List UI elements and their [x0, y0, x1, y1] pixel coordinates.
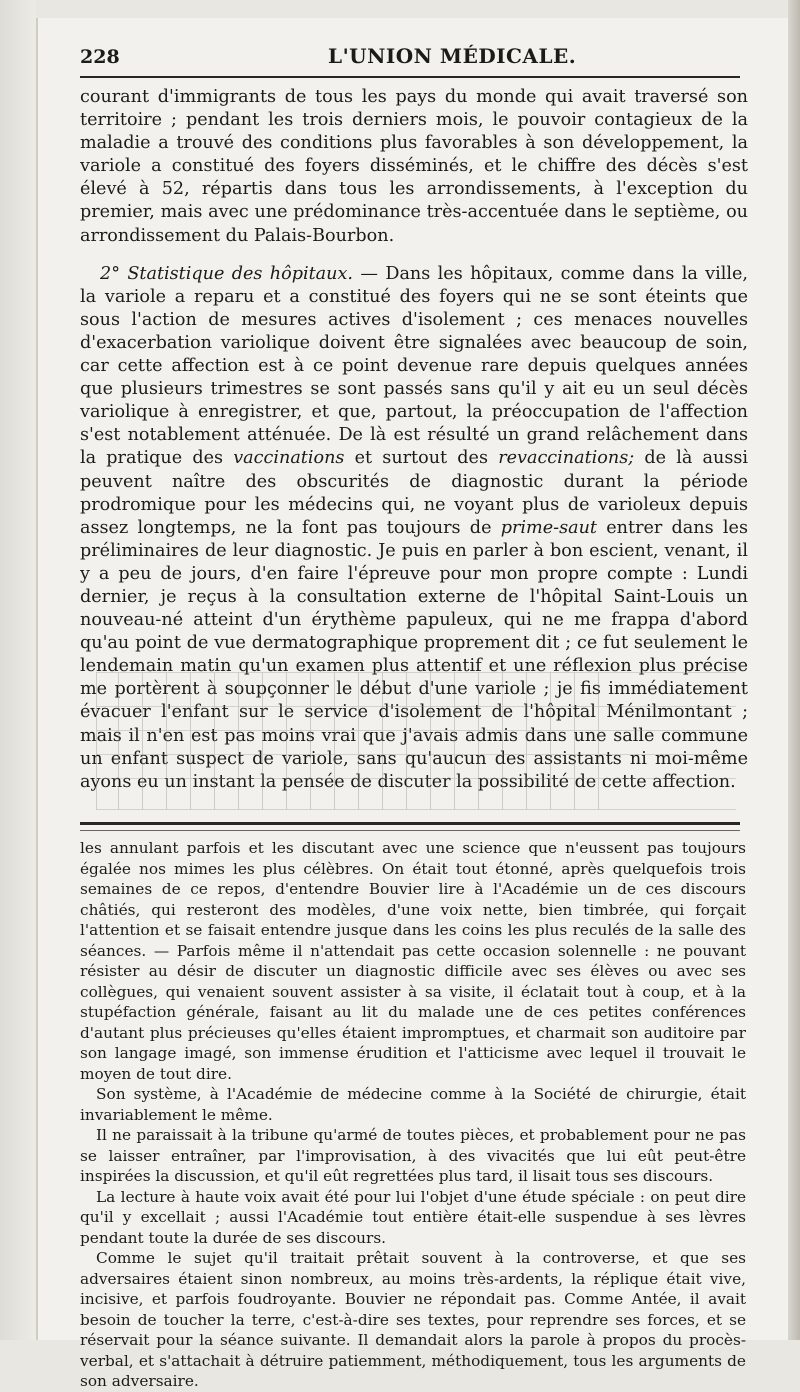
header-rule: [80, 76, 740, 78]
paragraph-tribune: Il ne paraissait à la tribune qu'armé de toutes pièces, et probablement pour ne pas se laisser entraîner, par l'improvisation, à des vivacités que lui eût peut-être inspirées la discussion, et qu'il eût regrettées plus tard, il lisait tous ses discours.: [80, 1126, 746, 1185]
bleed-through-table: [96, 672, 736, 810]
page-header: [80, 40, 740, 74]
paragraph-controverse: Comme le sujet qu'il traitait prêtait souvent à la controverse, et que ses adversaires étaient sinon nombreux, au moins très-ardents, la réplique était vive, incisive, et parfois foudroyante. Bouvier ne répondait pas. Comme Antée, il avait besoin de toucher la terre, c'est-à-dire ses textes, pour reprendre ses forces, et se réservait pour la séance suivante. Il demandait alors la parole à propos du procès-verbal, et s'attachait à détruire patiemment, méthodiquement, tous les arguments de son adversaire.: [80, 1249, 746, 1390]
emphasis-revaccinations: revaccinations;: [498, 448, 635, 469]
emphasis-prime-saut: prime-saut: [500, 517, 597, 538]
feuilleton-rule: [80, 822, 740, 825]
paragraph-text: de là aussi peuvent naître des obscurités de diagnostic durant la période prodromique pour les médecins qui, ne voyant plus de varioleux depuis assez longtemps, ne la font pas toujours de: [80, 448, 748, 538]
paragraph-bouvier-discours: les annulant parfois et les discutant avec une science que n'eussent pas toujours égalée nos mimes les plus célèbres. On était tout étonné, après quelquefois trois semaines de ce repos, d'entendre Bouvier lire à l'Académie un de ces discours châtiés, qui resteront des modèles, d'une voix nette, bien timbrée, qui forçait l'attention et se faisait entendre jusque dans les coins les plus reculés de la salle des séances. — Parfois même il n'attendait pas cette occasion solennelle : ne pouvant résister au désir de discuter un diagnostic difficile avec ses élèves ou avec ses collègues, qui venaient souvent assister à sa visite, il éclatait tout à coup, et à la stupéfaction générale, faisant au lit du malade une de ces petites conférences d'autant plus précieuses qu'elles étaient impromptues, et charmait son auditoire par son langage imagé, son immense érudition et l'atticisme avec lequel il trouvait le moyen de tout dire.: [80, 839, 746, 1083]
paragraph-text: entrer dans les préliminaires de leur diagnostic. Je puis en parler à bon escient, venant, il y a peu de jours, d'en faire l'épreuve pour mon propre compte : Lundi dernier, je reçus à la consultation externe de l'hôpital Saint-Louis un nouveau-né atteint d'un érythème papuleux, qui ne me frappa d'abord qu'au point de vue dermatographique proprement dit ; ce fut seulement le lendemain matin qu'un examen plus attentif et une réflexion plus précise me portèrent à soupçonner le début d'une variole ; je fis immédiatement évacuer l'enfant sur le service d'isolement de l'hôpital Ménilmontant ; mais il n'en est pas moins vrai que j'avais admis dans une salle commune un enfant suspect de variole, sans qu'aucun des assistants ni moi-même ayons eu un instant la pensée de discuter la possibilité de cette affection.: [80, 517, 748, 792]
page-number: 228: [80, 46, 120, 68]
paragraph-systeme: Son système, à l'Académie de médecine comme à la Société de chirurgie, était invariablement le même.: [80, 1085, 746, 1124]
page-edge-shadow: [788, 0, 800, 1340]
paragraph-text: — Dans les hôpitaux, comme dans la ville, la variole a reparu et a constitué des foyers qui ne se sont éteints que sous l'action de mesures actives d'isolement ; ces menaces nouvelles d'exacerbation variolique doivent être signalées avec beaucoup de soin, car cette affection est à ce point devenue rare depuis quelques années que plusieurs trimestres se sont passés sans qu'il y ait eu un seul décès variolique à enregistrer, et que, partout, la préoccupation de l'affection s'est notablement atténuée. De là est résulté un grand relâchement dans la pratique des: [80, 263, 748, 469]
section-heading: 2° Statistique des hôpitaux.: [100, 263, 354, 284]
paragraph-text: et surtout des: [344, 448, 499, 469]
binding-gutter: [0, 0, 36, 1340]
paragraph-lecture: La lecture à haute voix avait été pour lui l'objet d'une étude spéciale : on peut dire qu'il y excellait ; aussi l'Académie tout entière était-elle suspendue à ses lèvres pendant toute la durée de ses discours.: [80, 1187, 746, 1247]
paragraph-immigrants: courant d'immigrants de tous les pays du monde qui avait traversé son territoire ; pendant les trois derniers mois, le pouvoir contagieux de la maladie a trouvé des conditions plus favorables à son développement, la variole a constitué des foyers disséminés, et le chiffre des décès s'est élevé à 52, répartis dans tous les arrondissements, à l'exception du premier, mais avec une prédominance très-accentuée dans le septième, ou arrondissement du Palais-Bourbon.: [80, 87, 748, 246]
running-title: L'UNION MÉDICALE.: [328, 44, 577, 68]
feuilleton-rule-thin: [80, 830, 740, 831]
emphasis-vaccinations: vaccinations: [233, 448, 345, 469]
feuilleton-text: [80, 838, 746, 1392]
